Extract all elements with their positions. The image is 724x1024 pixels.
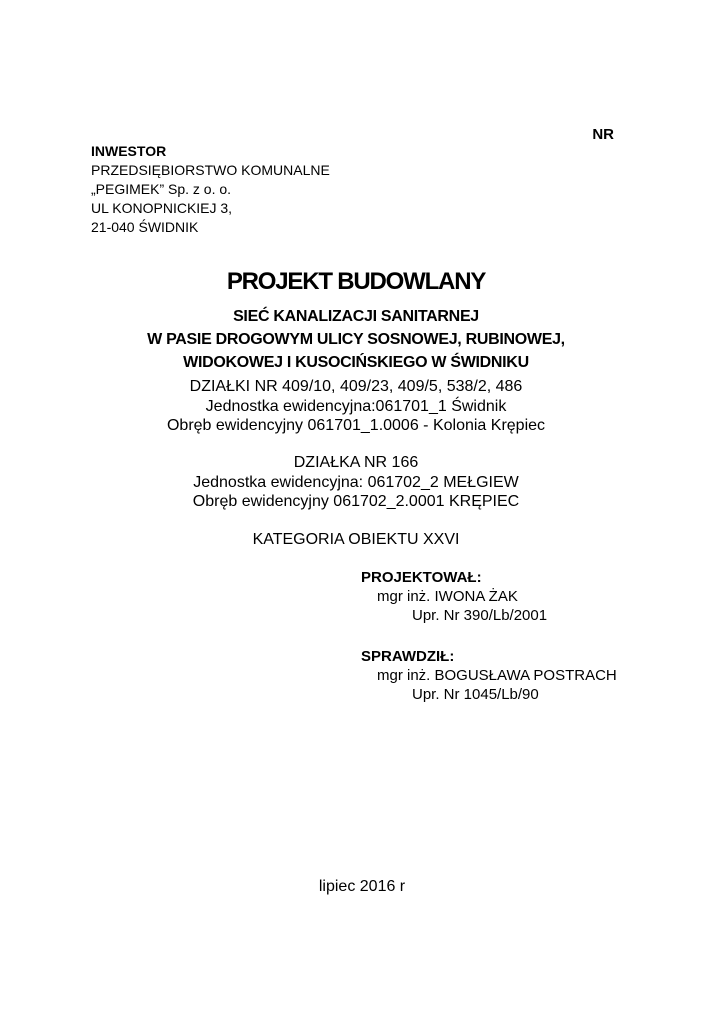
plot-info-melgiew [92, 453, 620, 512]
subtitle-line: W PASIE DROGOWYM ULICY SOSNOWEJ, RUBINOWEJ, [147, 331, 565, 348]
designer-license: Upr. Nr 390/Lb/2001 [412, 607, 548, 624]
checker-license: Upr. Nr 1045/Lb/90 [412, 686, 539, 703]
investor-heading: INWESTOR [91, 143, 167, 159]
doc-number-label: NR [592, 126, 614, 143]
registration-unit: Jednostka ewidencyjna:061701_1 Świdnik [205, 397, 507, 415]
document-date: lipiec 2016 r [318, 878, 406, 895]
designer-block [361, 568, 547, 625]
checker-name: mgr inż. BOGUSŁAWA POSTRACH [377, 667, 617, 684]
investor-street: UL KONOPNICKIEJ 3, [91, 200, 233, 216]
object-category: KATEGORIA OBIEKTU XXVI [252, 531, 460, 548]
checker-label: SPRAWDZIŁ: [361, 648, 455, 665]
registration-precinct: Obręb ewidencyjny 061701_1.0006 - Kolonia Krępiec [166, 417, 546, 434]
page-title: PROJEKT BUDOWLANY [226, 268, 486, 295]
plot-info-swidnik [92, 377, 620, 436]
investor-company-name: „PEGIMEK” Sp. z o. o. [91, 181, 232, 197]
plot-numbers: DZIAŁKA NR 166 [293, 454, 419, 471]
subtitle-line: SIEĆ KANALIZACJI SANITARNEJ [233, 308, 479, 325]
investor-city: 21-040 ŚWIDNIK [91, 219, 199, 235]
registration-unit: Jednostka ewidencyjna: 061702_2 MEŁGIEW [193, 473, 519, 491]
checker-block [361, 647, 617, 704]
subtitle-line: WIDOKOWEJ I KUSOCIŃSKIEGO W ŚWIDNIKU [183, 354, 529, 371]
registration-precinct: Obręb ewidencyjny 061702_2.0001 KRĘPIEC [192, 493, 520, 510]
investor-block [91, 142, 330, 237]
designer-label: PROJEKTOWAŁ: [361, 569, 482, 586]
designer-name: mgr inż. IWONA ŻAK [377, 588, 518, 605]
plot-numbers: DZIAŁKI NR 409/10, 409/23, 409/5, 538/2, 486 [189, 378, 523, 395]
project-subtitle [92, 305, 620, 374]
investor-company-line: PRZEDSIĘBIORSTWO KOMUNALNE [91, 162, 330, 178]
